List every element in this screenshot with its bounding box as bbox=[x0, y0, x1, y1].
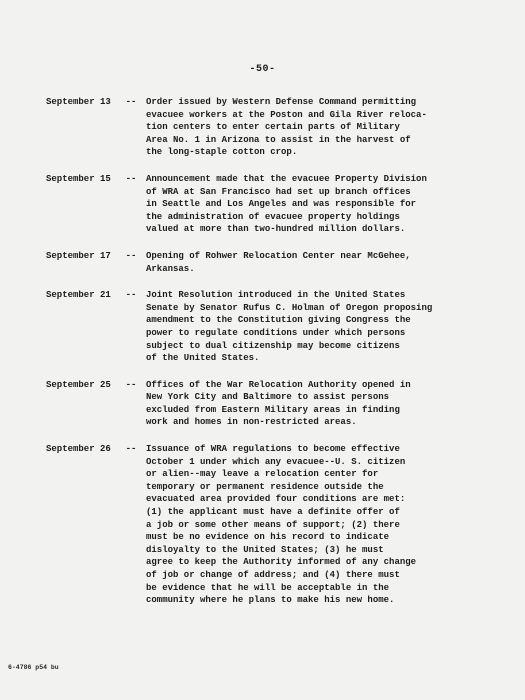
entry-text bbox=[146, 250, 486, 275]
entry-line: evacuated area provided four conditions are met: bbox=[146, 494, 406, 505]
entry-text bbox=[146, 443, 486, 607]
entry-text bbox=[146, 96, 486, 159]
document-footer-id: 6-4786 p54 bu bbox=[8, 664, 59, 671]
entry-dash: -- bbox=[125, 444, 137, 455]
entry-line: Order issued by Western Defense Command permitting bbox=[146, 97, 417, 107]
entry-text bbox=[146, 379, 486, 429]
entry-line: subject to dual citizenship may become citizens bbox=[146, 340, 400, 351]
entry-line: amendment to the Constitution giving Congress the bbox=[146, 315, 411, 326]
entry-line: disloyalty to the United States; (3) he must bbox=[146, 544, 384, 555]
entry-text bbox=[146, 289, 486, 365]
chronology-entry bbox=[46, 289, 486, 365]
entry-line: the long-staple cotton crop. bbox=[146, 147, 298, 158]
entry-line: Joint Resolution introduced in the United States bbox=[146, 290, 406, 301]
chronology-entry bbox=[46, 173, 486, 236]
entry-line: tion centers to enter certain parts of Military bbox=[146, 122, 400, 133]
entry-line: Area No. 1 in Arizona to assist in the harvest of bbox=[146, 134, 411, 145]
entry-line: temporary or permanent residence outside the bbox=[146, 481, 384, 492]
entry-line: in Seattle and Los Angeles and was responsible for bbox=[146, 199, 417, 210]
entry-line: the administration of evacuee property holdings bbox=[146, 211, 400, 222]
entry-line: Issuance of WRA regulations to become effective bbox=[146, 444, 400, 455]
entry-date: September 26 bbox=[46, 444, 111, 455]
entry-line: Offices of the War Relocation Authority opened in bbox=[146, 379, 411, 390]
entry-dash: -- bbox=[125, 173, 137, 184]
entry-dash: -- bbox=[125, 379, 137, 390]
chronology-entry bbox=[46, 96, 486, 159]
entry-dash: -- bbox=[125, 97, 137, 107]
entry-line: Opening of Rohwer Relocation Center near McGehee, bbox=[146, 250, 411, 261]
entry-line: of WRA at San Francisco had set up branch offices bbox=[146, 186, 411, 197]
entry-line: Arkansas. bbox=[146, 263, 195, 274]
entry-line: a job or some other means of support; (2) there bbox=[146, 519, 400, 530]
entry-date: September 17 bbox=[46, 250, 111, 261]
entry-date: September 15 bbox=[46, 173, 111, 184]
chronology-entry bbox=[46, 250, 486, 275]
entry-line: New York City and Baltimore to assist persons bbox=[146, 392, 390, 403]
chronology-entry bbox=[46, 443, 486, 607]
entry-line: community where he plans to make his new home. bbox=[146, 595, 395, 606]
entry-dash: -- bbox=[125, 290, 137, 301]
entry-line: be evidence that he will be acceptable in the bbox=[146, 582, 390, 593]
entry-line: work and homes in non-restricted areas. bbox=[146, 417, 357, 428]
entry-line: power to regulate conditions under which persons bbox=[146, 327, 406, 338]
entry-date: September 13 bbox=[46, 97, 111, 107]
entry-line: must be no evidence on his record to indicate bbox=[146, 532, 390, 543]
entry-line: Announcement made that the evacuee Property Division bbox=[146, 173, 427, 184]
entry-line: evacuee workers at the Poston and Gila River reloca- bbox=[146, 109, 427, 120]
chronology-entry bbox=[46, 379, 486, 429]
entry-line: or alien--may leave a relocation center for bbox=[146, 469, 379, 480]
entry-line: (1) the applicant must have a definite offer of bbox=[146, 507, 400, 518]
entry-line: of job or change of address; and (4) there must bbox=[146, 570, 400, 580]
entry-date: September 25 bbox=[46, 379, 111, 390]
entry-dash: -- bbox=[125, 250, 137, 261]
entry-line: agree to keep the Authority informed of any change bbox=[146, 557, 417, 568]
entry-line: excluded from Eastern Military areas in finding bbox=[146, 404, 400, 415]
entry-line: Senate by Senator Rufus C. Holman of Oregon proposing bbox=[146, 302, 433, 313]
entry-date: September 21 bbox=[46, 290, 111, 301]
page-number: -50- bbox=[249, 64, 276, 75]
entry-line: October 1 under which any evacuee--U. S. citizen bbox=[146, 456, 406, 467]
entry-text bbox=[146, 173, 486, 236]
chronology-entries bbox=[46, 96, 486, 621]
entry-line: of the United States. bbox=[146, 353, 260, 364]
entry-line: valued at more than two-hundred million dollars. bbox=[146, 224, 406, 235]
